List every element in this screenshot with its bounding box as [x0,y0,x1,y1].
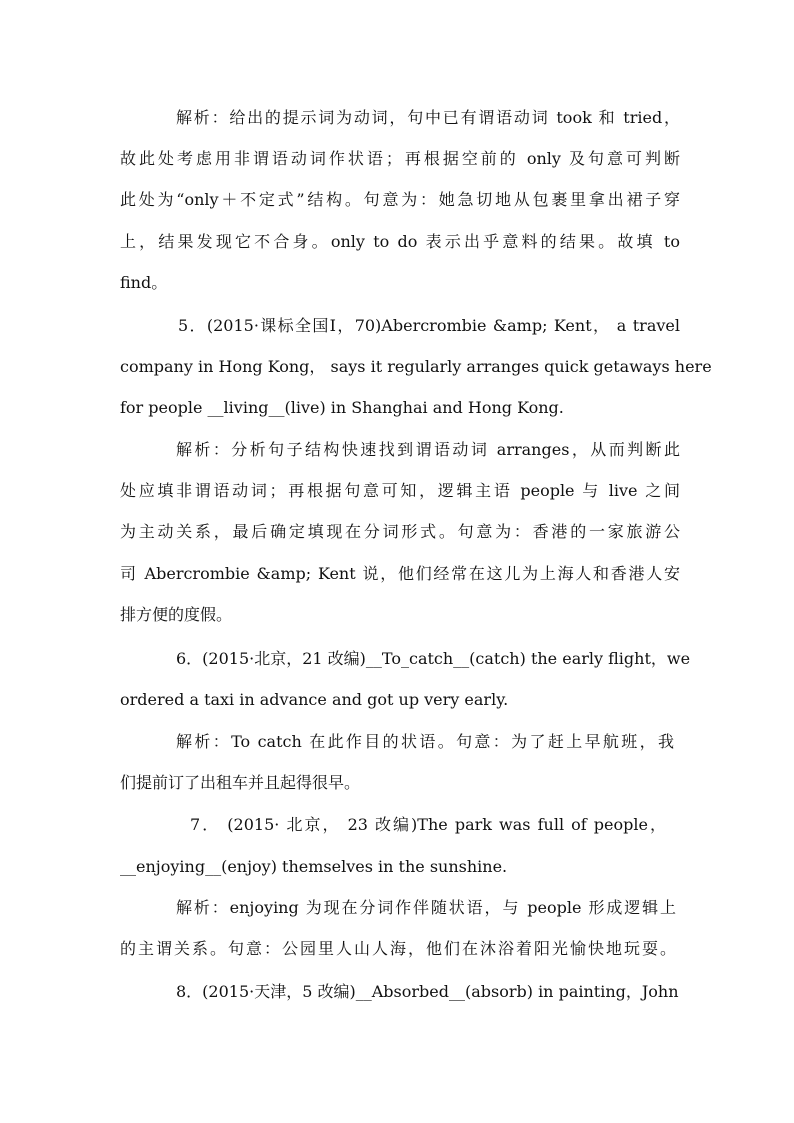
text-line: 解析：enjoying 为现在分词作伴随状语，与 people 形成逻辑上 [176,898,676,917]
text-line: __enjoying__(enjoy) themselves in the sunshine. [120,857,508,876]
text-line: ordered a taxi in advance and got up very early. [120,690,509,709]
text-line: 上，结果发现它不合身。only to do 表示出乎意料的结果。故填 to [120,232,680,251]
text-line: 排方便的度假。 [120,605,233,624]
text-line: find。 [120,273,168,292]
text-line: 处应填非谓语动词；再根据句意可知，逻辑主语 people 与 live 之间 [120,481,680,500]
text-line: 司 Abercrombie &amp; Kent 说，他们经常在这儿为上海人和香港人安 [120,564,680,583]
text-line: 的主谓关系。句意：公园里人山人海，他们在沐浴着阳光愉快地玩耍。 [120,939,676,958]
text-line: 们提前订了出租车并且起得很早。 [120,773,361,792]
text-line: 解析：给出的提示词为动词，句中已有谓语动词 took 和 tried， [176,108,680,127]
text-line: 此处为“only＋不定式”结构。句意为：她急切地从包裹里拿出裙子穿 [120,190,680,209]
text-line: 6．(2015·北京，21 改编)__To_catch__(catch) the early flight，we [176,649,691,668]
text-line: company in Hong Kong， says it regularly arranges quick getaways here [120,357,712,376]
text-line: 解析：To catch 在此作目的状语。句意：为了赶上早航班，我 [176,732,674,751]
text-line: 8．(2015·天津，5 改编)__Absorbed__(absorb) in painting，John [176,982,679,1001]
text-line: 7． (2015· 北京， 23 改编)The park was full of people， [190,815,666,834]
text-line: 故此处考虑用非谓语动词作状语；再根据空前的 only 及句意可判断 [120,149,680,168]
text-line: 为主动关系，最后确定填现在分词形式。句意为：香港的一家旅游公 [120,522,680,541]
text-line: 5．(2015·课标全国Ⅰ，70)Abercrombie &amp; Kent， a travel [178,316,680,335]
text-line: for people __living__(live) in Shanghai and Hong Kong. [120,398,564,417]
text-line: 解析：分析句子结构快速找到谓语动词 arranges，从而判断此 [176,440,680,459]
